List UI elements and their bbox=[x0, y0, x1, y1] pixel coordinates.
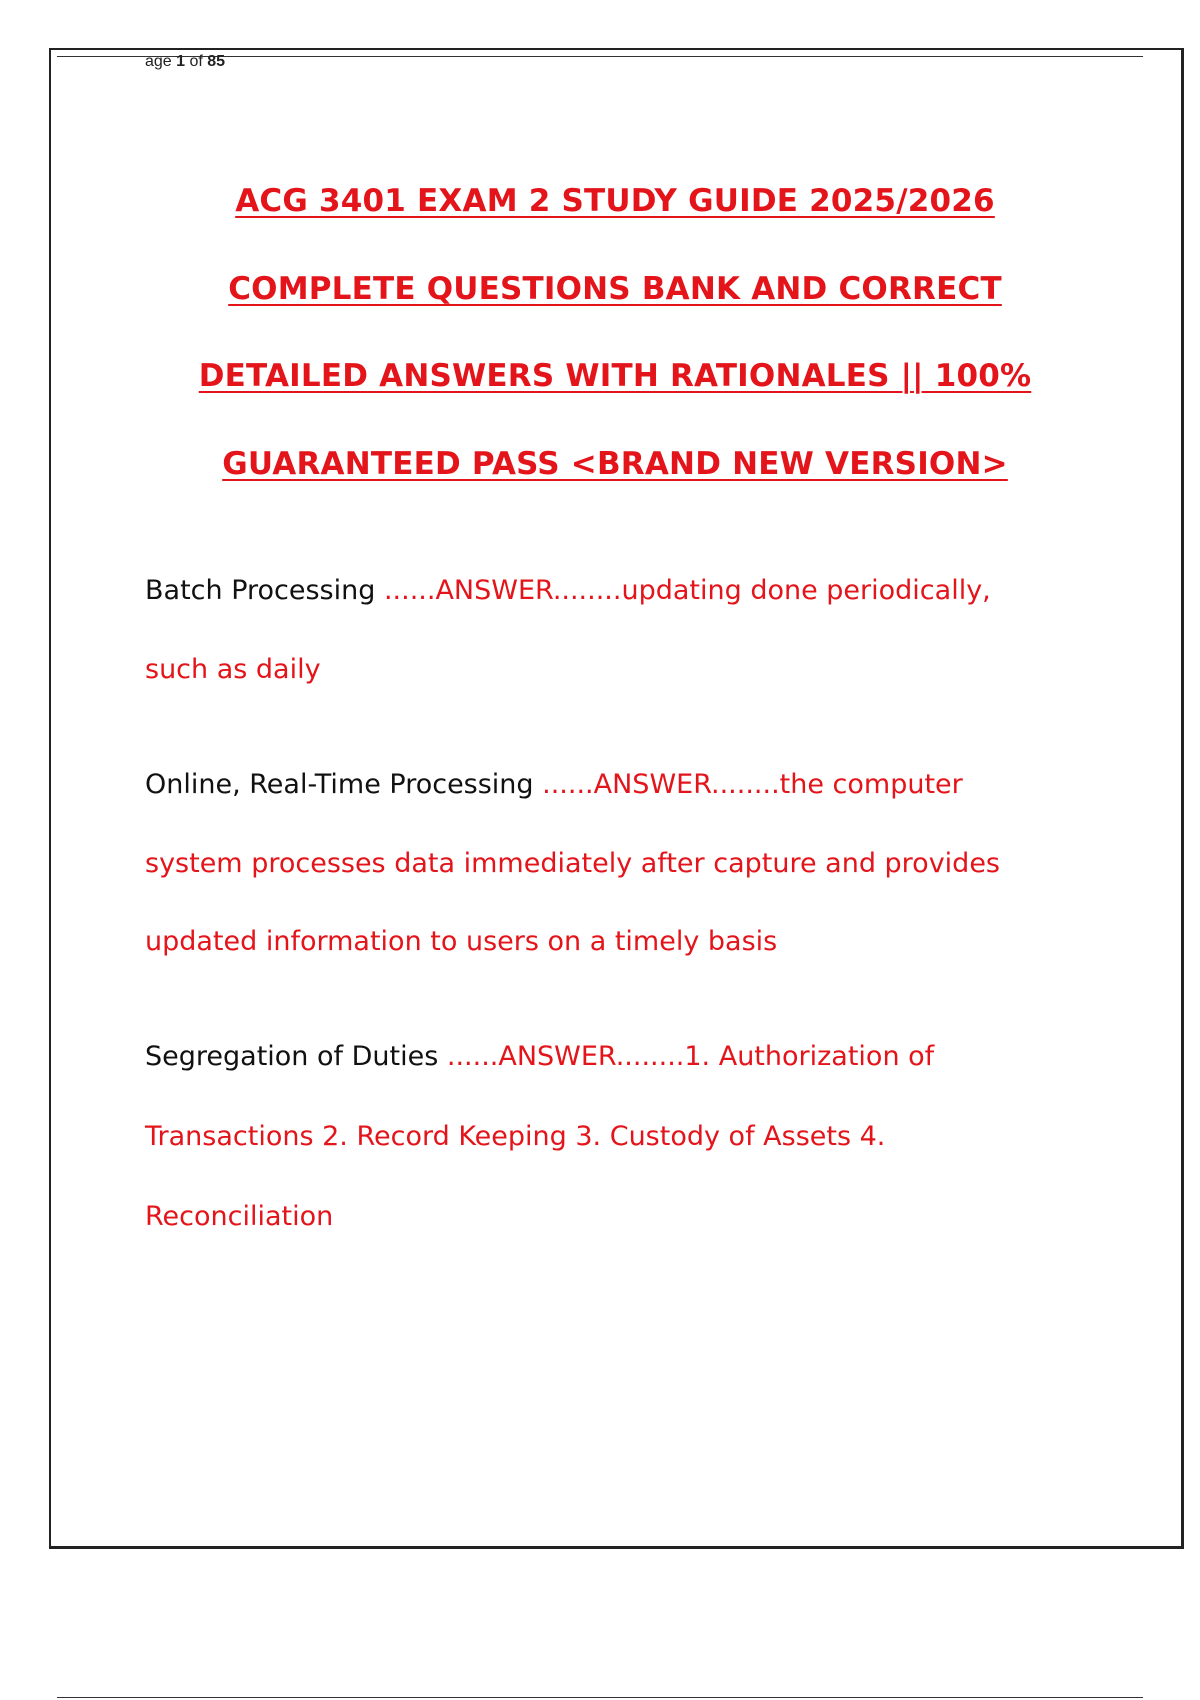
title-line-4: GUARANTEED PASS <BRAND NEW VERSION> bbox=[222, 446, 1008, 482]
title-line-3: DETAILED ANSWERS WITH RATIONALES || 100% bbox=[198, 358, 1032, 394]
page-prefix: age bbox=[145, 53, 177, 70]
title-line-2: COMPLETE QUESTIONS BANK AND CORRECT bbox=[228, 271, 1002, 307]
entry-batch-processing-line-2: such as daily bbox=[145, 654, 321, 685]
entry-online-processing-line-3: updated information to users on a timely basis bbox=[145, 926, 778, 957]
entry-term: Segregation of Duties bbox=[145, 1041, 439, 1072]
entry-answer: ......ANSWER........updating done periodically, bbox=[375, 575, 991, 606]
entry-term: Online, Real-Time Processing bbox=[145, 769, 534, 800]
title-line-1: ACG 3401 EXAM 2 STUDY GUIDE 2025/2026 bbox=[235, 183, 995, 219]
entry-answer: ......ANSWER........1. Authorization of bbox=[438, 1041, 935, 1072]
entry-online-processing-line-2: system processes data immediately after capture and provides bbox=[145, 848, 1000, 879]
next-page-header-rule bbox=[57, 1697, 1143, 1698]
entry-segregation-line-1 bbox=[145, 1037, 934, 1077]
page-total: 85 bbox=[207, 53, 226, 70]
entry-segregation-line-3: Reconciliation bbox=[145, 1201, 334, 1232]
entry-segregation-line-2: Transactions 2. Record Keeping 3. Custody of Assets 4. bbox=[145, 1121, 886, 1152]
entry-answer: ......ANSWER........the computer bbox=[533, 769, 963, 800]
entry-online-processing-line-1 bbox=[145, 765, 963, 805]
page-of: of bbox=[185, 53, 208, 70]
entry-term: Batch Processing bbox=[145, 575, 376, 606]
page-counter bbox=[145, 53, 225, 71]
entry-batch-processing-line-1 bbox=[145, 571, 991, 611]
page-current: 1 bbox=[176, 53, 186, 70]
